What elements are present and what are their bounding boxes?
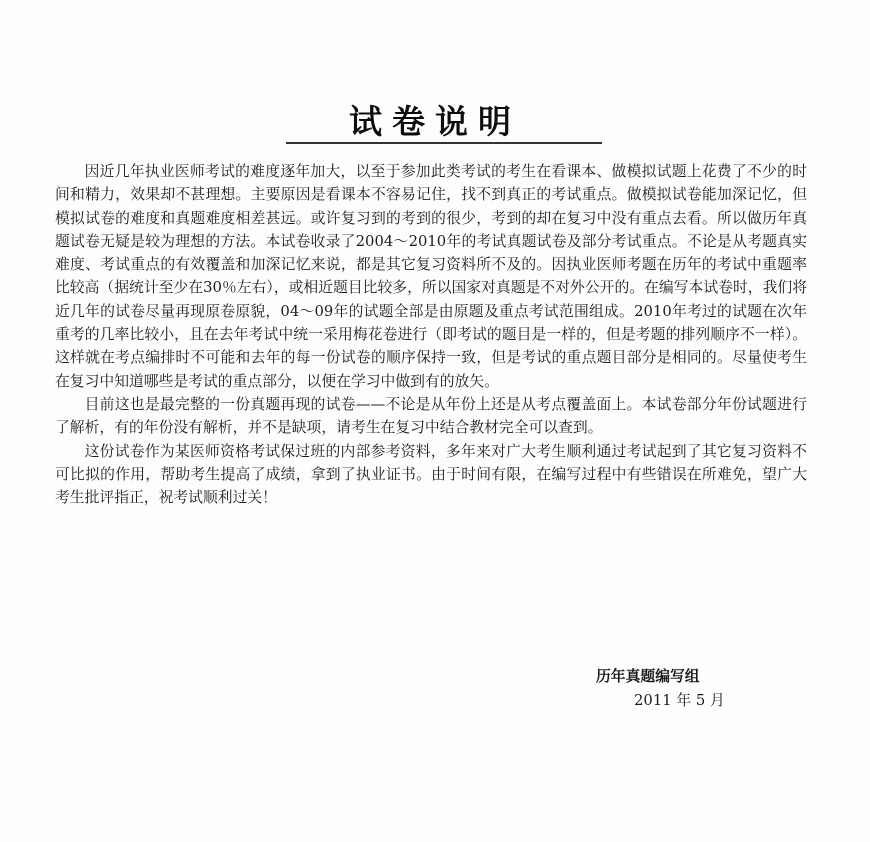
page-title: 试卷说明: [349, 102, 521, 141]
signature-block: [580, 665, 780, 713]
signature-organization: 历年真题编写组: [596, 668, 700, 685]
paragraph-intro: 因近几年执业医师考试的难度逐年加大，以至于参加此类考试的考生在看课本、做模拟试题上花费了不少的时间和精力，效果却不甚理想。主要原因是看课本不容易记住，找不到真正的考试重点。做模拟试卷能加深记忆，但模拟试卷的难度和真题难度相差甚远。或许复习到的考到的很少，考到的却在复习中没有重点去看。所以做历年真题试卷无疑是较为理想的方法。本试卷收录了2004～2010年的考试真题试卷及部分考试重点。不论是从考题真实难度、考试重点的有效覆盖和加深记忆来说，都是其它复习资料所不及的。因执业医师考题在历年的考试中重题率比较高（据统计至少在30％左右），或相近题目比较多，所以国家对真题是不对外公开的。在编写本试卷时，我们将近几年的试卷尽量再现原卷原貌，04～09年的试题全部是由原题及重点考试范围组成。2010年考过的试题在次年重考的几率比较小，且在去年考试中统一采用梅花卷进行（即考试的题目是一样的，但是考题的排列顺序不一样）。这样就在考点编排时不可能和去年的每一份试卷的顺序保持一致，但是考试的重点题目部分是相同的。尽量使考生在复习中知道哪些是考试的重点部分，以便在学习中做到有的放矢。: [55, 163, 807, 390]
document-body: [55, 160, 807, 509]
title-container: [0, 96, 870, 143]
paragraph-completeness: 目前这也是最完整的一份真题再现的试卷——不论是从年份上还是从考点覆盖面上。本试卷部分年份试题进行了解析，有的年份没有解析，并不是缺项，请考生在复习中结合教材完全可以查到。: [55, 395, 807, 437]
signature-date: 2011 年 5 月: [634, 692, 725, 709]
paragraph-purpose: 这份试卷作为某医师资格考试保过班的内部参考资料，多年来对广大考生顺利通过考试起到了其它复习资料不可比拟的作用，帮助考生提高了成绩，拿到了执业证书。由于时间有限，在编写过程中有些错误在所难免，望广大考生批评指正，祝考试顺利过关！: [55, 442, 807, 507]
title-underline: [286, 142, 602, 144]
